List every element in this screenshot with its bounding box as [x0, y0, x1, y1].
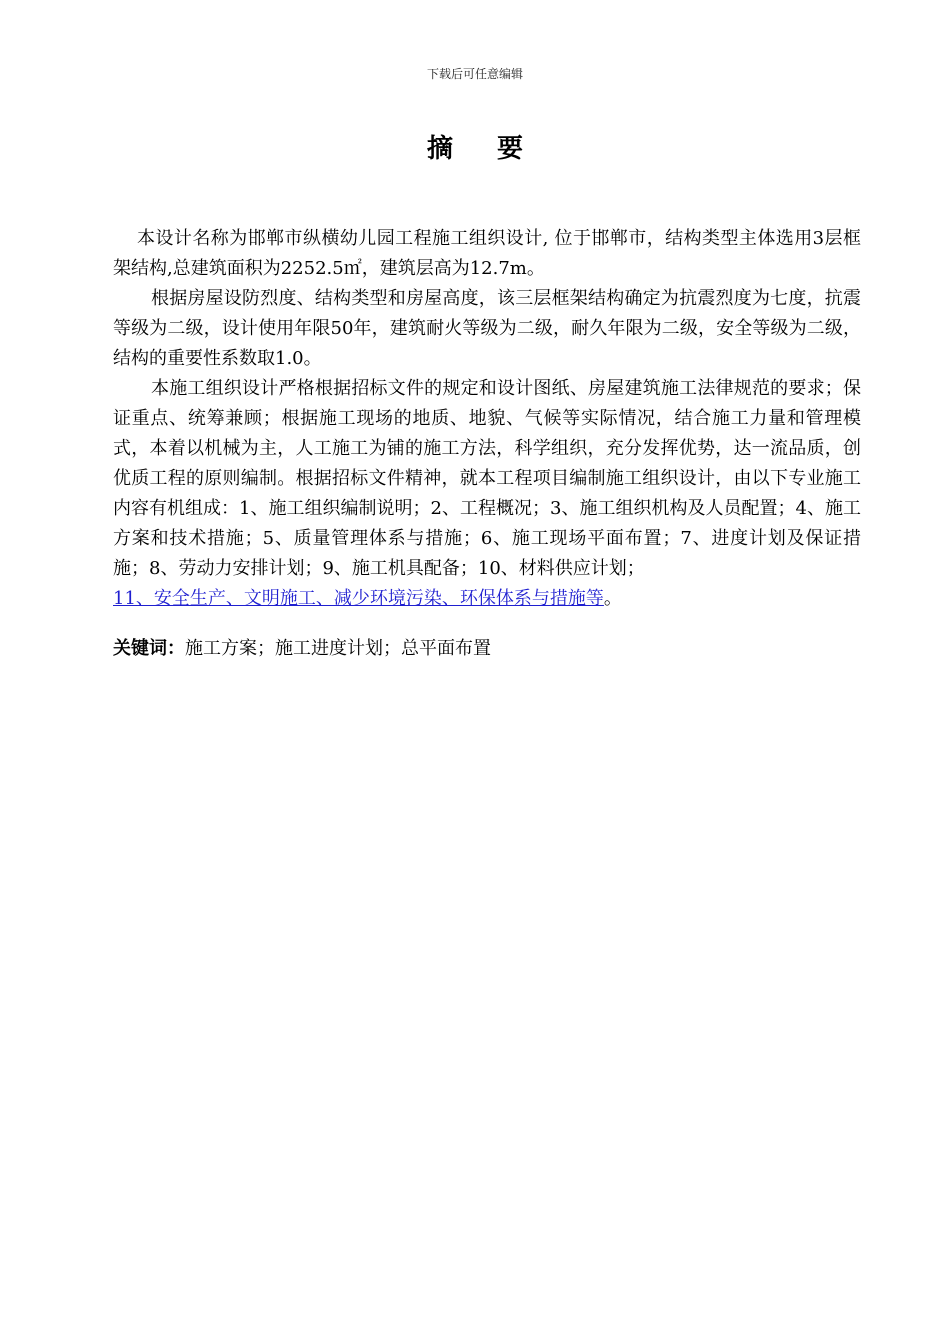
keywords-value: 施工方案；施工进度计划；总平面布置: [185, 638, 491, 659]
abstract-body: [113, 224, 861, 664]
paragraph-4-end: 。: [603, 588, 622, 609]
keywords-label: 关键词：: [113, 638, 185, 659]
page-title: [0, 132, 950, 166]
abstract-paragraph-3: 本施工组织设计严格根据招标文件的规定和设计图纸、房屋建筑施工法律规范的要求；保证重点、统筹兼顾；根据施工现场的地质、地貌、气候等实际情况，结合施工力量和管理模式，本着以机械为主，人工施工为铺的施工方法，科学组织，充分发挥优势，达一流品质，创优质工程的原则编制。根据招标文件精神，就本工程项目编制施工组织设计，由以下专业施工内容有机组成：1、施工组织编制说明；2、工程概况；3、施工组织机构及人员配置；4、施工方案和技术措施；5、质量管理体系与措施；6、施工现场平面布置；7、进度计划及保证措施；8、劳动力安排计划；9、施工机具配备；10、材料供应计划；: [113, 378, 861, 579]
keywords-line: [113, 634, 861, 664]
page-header-note: 下载后可任意编辑: [426, 67, 523, 81]
page-title-char-2: 要: [497, 134, 524, 164]
abstract-paragraph-4: [113, 584, 861, 614]
abstract-paragraph-2: 根据房屋设防烈度、结构类型和房屋高度，该三层框架结构确定为抗震烈度为七度，抗震等级为二级，设计使用年限50年，建筑耐火等级为二级，耐久年限为二级，安全等级为二级，结构的重要性系数取1.0。: [113, 288, 861, 369]
abstract-paragraph-1: 本设计名称为邯郸市纵横幼儿园工程施工组织设计, 位于邯郸市，结构类型主体选用3层框架结构,总建筑面积为2252.5㎡，建筑层高为12.7m。: [113, 228, 861, 279]
safety-measures-link[interactable]: 11、安全生产、文明施工、减少环境污染、环保体系与措施等: [113, 588, 604, 609]
page-title-char-1: 摘: [426, 134, 453, 164]
